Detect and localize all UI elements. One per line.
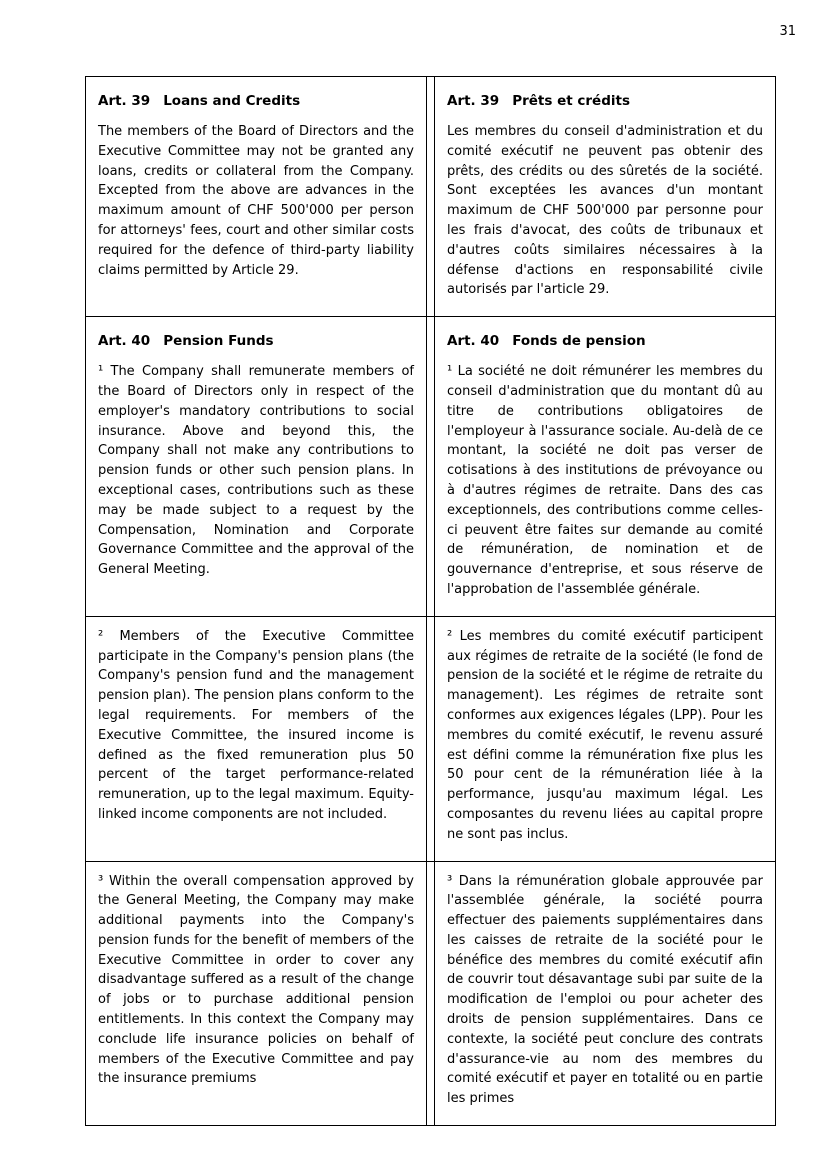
article-body: ¹ The Company shall remunerate members of the Board of Directors only in respect of the employer's mandatory contributions to social insurance. Above and beyond this, the Company shall not make any contributions to pension funds or other such pension plans. In exceptional cases, contributions such as these may be made subject to a request by the Compensation, Nomination and Corporate Governance Committee and the approval of the General Meeting. [98,364,414,578]
article-body: Les membres du conseil d'administration et du comité exécutif ne peuvent pas obtenir des prêts, des crédits ou des sûretés de la société. Sont exceptées les avances d'un montant maximum de CHF 500'000 par personne pour les frais d'avocat, des coûts de tribunaux et d'autres coûts similaires nécessaires à la défense d'actions en responsabilité civile autorisés par l'article 29. [447,124,763,298]
table-row-art40-p3 [86,861,776,1126]
column-divider [426,861,434,1126]
article-title: Loans and Credits [163,93,301,109]
column-divider [426,77,434,317]
cell-art40-p2-en [86,616,427,861]
article-body: ² Les membres du comité exécutif participent aux régimes de retraite de la société (le fond de pension de la société et le régime de retraite du management). Les régimes de retraite sont conformes aux exigences légales (LPP). Pour les membres du comité exécutif, le revenu assuré est défini comme la rémunération fixe plus les 50 pour cent de la rémunération liée à la performance, jusqu'au maximum légal. Les composantes du revenu liées au capital propre ne sont pas inclus. [447,628,763,842]
cell-art39-fr [435,77,776,317]
table-row-art40-p2 [86,616,776,861]
column-divider [426,317,434,617]
article-heading [447,331,763,351]
article-number: Art. 40 [98,333,151,350]
articles-table [85,76,776,1126]
article-number: Art. 39 [447,93,500,109]
article-heading [98,91,414,111]
table-row-art40-p1 [86,317,776,617]
article-heading [98,331,414,351]
cell-art40-p1-fr [435,317,776,617]
cell-art40-p2-fr [435,616,776,861]
article-body: The members of the Board of Directors and the Executive Committee may not be granted any loans, credits or collateral from the Company. Excepted from the above are advances in the maximum amount of CHF 500'000 per person for attorneys' fees, court and other similar costs required for the defence of third-party liability claims permitted by Article 29. [98,124,414,278]
article-number: Art. 39 [98,93,151,109]
article-title: Prêts et crédits [512,93,630,109]
article-title: Pension Funds [163,333,274,350]
article-body: ³ Within the overall compensation approved by the General Meeting, the Company may make additional payments into the Company's pension funds for the benefit of members of the Executive Committee in order to cover any disadvantage suffered as a result of the change of jobs or to purchase additional pension entitlements. In this context the Company may conclude life insurance policies on behalf of members of the Executive Committee and pay the insurance premiums [98,873,414,1087]
cell-art40-p1-en [86,317,427,617]
page-number: 31 [779,24,796,39]
table-row-art39 [86,77,776,317]
article-body: ¹ La société ne doit rémunérer les membres du conseil d'administration que du montant dû au titre de contributions obligatoires de l'employeur à l'assurance sociale. Au-delà de ce montant, la société ne doit pas verser de cotisations à des institutions de prévoyance ou à d'autres régimes de retraite. Dans des cas exceptionnels, des contributions comme celles-ci peuvent être faites sur demande au comité de rémunération, de nomination et de gouvernance d'entreprise, et sous réserve de l'approbation de l'assemblée générale. [447,364,763,597]
article-title: Fonds de pension [512,333,646,350]
cell-art39-en [86,77,427,317]
article-body: ² Members of the Executive Committee participate in the Company's pension plans (the Company's pension fund and the management pension plan). The pension plans conform to the legal requirements. For members of the Executive Committee, the insured income is defined as the fixed remuneration plus 50 percent of the target performance-related remuneration, up to the legal maximum. Equity-linked income components are not included. [98,628,414,822]
cell-art40-p3-fr [435,861,776,1126]
article-heading [447,91,763,111]
article-number: Art. 40 [447,333,500,350]
article-body: ³ Dans la rémunération globale approuvée par l'assemblée générale, la société pourra effectuer des paiements supplémentaires dans les caisses de retraite de la société pour le bénéfice des membres du comité exécutif afin de couvrir tout désavantage subi par suite de la modification de l'emploi ou pour acheter des droits de pension supplémentaires. Dans ce contexte, la société peut conclure des contrats d'assurance-vie au nom des membres du comité exécutif et payer en totalité ou en partie les primes [447,873,763,1107]
cell-art40-p3-en [86,861,427,1126]
column-divider [426,616,434,861]
